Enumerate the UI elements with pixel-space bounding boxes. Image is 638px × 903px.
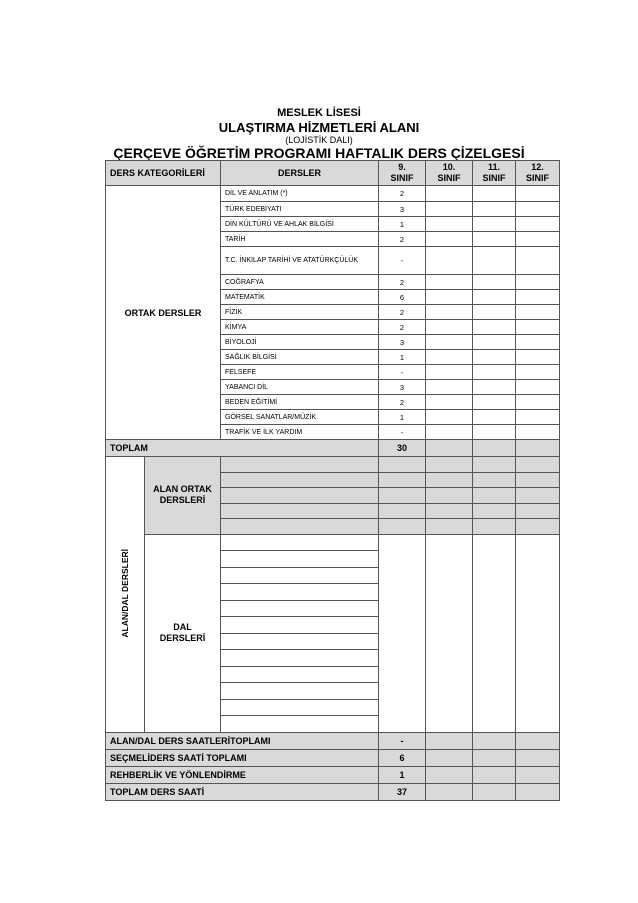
hours-cell	[473, 488, 516, 504]
course-name: BEDEN EĞİTİMİ	[221, 395, 379, 410]
grade-9-number: 9.	[398, 162, 406, 172]
course-name-cell	[221, 600, 379, 617]
empty-hours-cell	[426, 335, 473, 350]
grade-9-hours: -	[379, 425, 426, 440]
empty-hours-cell	[473, 275, 516, 290]
course-name-cell	[221, 666, 379, 683]
field-heading: ULAŞTIRMA HİZMETLERİ ALANI	[218, 120, 420, 135]
grade-10-header	[426, 161, 473, 186]
course-name-cell	[221, 457, 379, 473]
hours-cell	[516, 488, 560, 504]
empty-hours-cell	[516, 350, 560, 365]
hours-cell	[426, 503, 473, 519]
common-courses-category: ORTAK DERSLER	[106, 186, 221, 440]
course-name-cell	[221, 650, 379, 667]
grade-9-hours: 2	[379, 395, 426, 410]
branch-hours-cell	[516, 534, 560, 732]
summary-label: TOPLAM DERS SAATİ	[106, 783, 379, 800]
course-name: T.C. İNKILAP TARİHİ VE ATATÜRKÇÜLÜK	[221, 247, 379, 275]
summary-empty-cell	[516, 749, 560, 766]
grade-9-hours: 2	[379, 275, 426, 290]
empty-hours-cell	[473, 305, 516, 320]
empty-hours-cell	[516, 275, 560, 290]
summary-empty-cell	[473, 749, 516, 766]
summary-empty-cell	[426, 732, 473, 749]
empty-hours-cell	[516, 232, 560, 247]
grade-12-word: SINIF	[525, 173, 549, 183]
summary-empty-cell	[426, 783, 473, 800]
grade-9-hours: 3	[379, 335, 426, 350]
empty-hours-cell	[426, 202, 473, 217]
course-name: DİN KÜLTÜRÜ VE AHLAK BİLGİSİ	[221, 217, 379, 232]
grade-9-header	[379, 161, 426, 186]
empty-hours-cell	[426, 232, 473, 247]
grade-9-hours: 3	[379, 202, 426, 217]
total-row	[106, 440, 560, 457]
empty-hours-cell	[473, 232, 516, 247]
total-empty-cell	[473, 440, 516, 457]
empty-hours-cell	[516, 365, 560, 380]
empty-hours-cell	[473, 365, 516, 380]
grade-10-number: 10.	[442, 162, 456, 172]
hours-cell	[516, 457, 560, 473]
hours-cell	[379, 472, 426, 488]
empty-hours-cell	[516, 425, 560, 440]
total-label: TOPLAM	[106, 440, 379, 457]
hours-cell	[516, 472, 560, 488]
course-name-cell	[221, 683, 379, 700]
summary-empty-cell	[473, 783, 516, 800]
empty-hours-cell	[516, 320, 560, 335]
total-empty-cell	[516, 440, 560, 457]
empty-hours-cell	[473, 186, 516, 202]
empty-hours-cell	[473, 425, 516, 440]
course-name-cell	[221, 503, 379, 519]
course-name-cell	[221, 534, 379, 551]
grade-11-number: 11.	[487, 162, 500, 172]
course-name: YABANCI DİL	[221, 380, 379, 395]
course-name: TRAFİK VE İLK YARDIM	[221, 425, 379, 440]
grade-9-hours: 2	[379, 186, 426, 202]
summary-value: 1	[379, 766, 426, 783]
branch-hours-cell	[473, 534, 516, 732]
hours-cell	[473, 503, 516, 519]
empty-hours-cell	[426, 320, 473, 335]
grade-9-hours: 1	[379, 350, 426, 365]
summary-row	[106, 749, 560, 766]
empty-hours-cell	[473, 335, 516, 350]
empty-hours-cell	[473, 202, 516, 217]
grade-9-hours: 1	[379, 217, 426, 232]
grade-9-hours: -	[379, 247, 426, 275]
hours-cell	[379, 488, 426, 504]
branch-hours-cell	[379, 534, 426, 732]
grade-11-word: SINIF	[482, 173, 506, 183]
course-name-cell	[221, 633, 379, 650]
grade-9-hours: 2	[379, 232, 426, 247]
grade-9-hours: 1	[379, 410, 426, 425]
course-name-cell	[221, 617, 379, 634]
course-name: TARİH	[221, 232, 379, 247]
empty-hours-cell	[516, 395, 560, 410]
course-name-cell	[221, 472, 379, 488]
summary-label: ALAN/DAL DERS SAATLERİTOPLAMI	[106, 732, 379, 749]
table-header-row	[106, 161, 560, 186]
summary-row	[106, 766, 560, 783]
course-name-cell	[221, 551, 379, 568]
grade-10-word: SINIF	[437, 173, 461, 183]
grade-9-word: SINIF	[390, 173, 414, 183]
hours-cell	[473, 519, 516, 535]
empty-hours-cell	[473, 247, 516, 275]
empty-hours-cell	[426, 410, 473, 425]
course-name: SAĞLIK BİLGİSİ	[221, 350, 379, 365]
summary-row	[106, 732, 560, 749]
empty-hours-cell	[426, 350, 473, 365]
summary-row	[106, 783, 560, 800]
course-name-cell	[221, 716, 379, 733]
category-column-header: DERS KATEGORİLERİ	[106, 161, 221, 186]
summary-value: 37	[379, 783, 426, 800]
hours-cell	[426, 472, 473, 488]
field-common-courses-label	[145, 457, 221, 535]
hours-cell	[379, 519, 426, 535]
course-name-cell	[221, 699, 379, 716]
hours-cell	[473, 457, 516, 473]
empty-hours-cell	[473, 217, 516, 232]
empty-hours-cell	[426, 380, 473, 395]
summary-empty-cell	[426, 766, 473, 783]
grade-9-hours: 2	[379, 320, 426, 335]
field-common-courses-text: ALAN ORTAK DERSLERİ	[153, 484, 212, 506]
grade-9-hours: 2	[379, 305, 426, 320]
branch-courses-text: DAL DERSLERİ	[159, 622, 206, 644]
empty-hours-cell	[473, 350, 516, 365]
total-grade-9: 30	[379, 440, 426, 457]
empty-hours-cell	[516, 186, 560, 202]
course-name: BİYOLOJİ	[221, 335, 379, 350]
weekly-schedule-table	[105, 160, 560, 801]
branch-heading: (LOJİSTİK DALI)	[285, 135, 353, 145]
course-name: GÖRSEL SANATLAR/MÜZİK	[221, 410, 379, 425]
course-name-cell	[221, 584, 379, 601]
empty-hours-cell	[426, 217, 473, 232]
empty-hours-cell	[516, 247, 560, 275]
hours-cell	[426, 519, 473, 535]
hours-cell	[516, 503, 560, 519]
branch-hours-cell	[426, 534, 473, 732]
empty-hours-cell	[516, 410, 560, 425]
summary-label: SEÇMELİDERS SAATİ TOPLAMI	[106, 749, 379, 766]
branch-courses-label	[145, 534, 221, 732]
course-row	[106, 186, 560, 202]
summary-empty-cell	[473, 732, 516, 749]
course-name: TÜRK EDEBİYATI	[221, 202, 379, 217]
empty-hours-cell	[516, 290, 560, 305]
empty-hours-cell	[473, 410, 516, 425]
total-empty-cell	[426, 440, 473, 457]
empty-hours-cell	[426, 275, 473, 290]
document-title: ÇERÇEVE ÖĞRETİM PROGRAMI HAFTALIK DERS ÇİZELGESİ	[113, 145, 525, 161]
empty-hours-cell	[516, 380, 560, 395]
grade-12-number: 12.	[531, 162, 544, 172]
empty-hours-cell	[426, 290, 473, 305]
empty-hours-cell	[426, 395, 473, 410]
grade-9-hours: 3	[379, 380, 426, 395]
summary-empty-cell	[516, 766, 560, 783]
hours-cell	[379, 503, 426, 519]
empty-hours-cell	[473, 290, 516, 305]
summary-value: -	[379, 732, 426, 749]
hours-cell	[473, 472, 516, 488]
empty-hours-cell	[473, 320, 516, 335]
course-name: MATEMATİK	[221, 290, 379, 305]
hours-cell	[426, 457, 473, 473]
course-name: KİMYA	[221, 320, 379, 335]
grade-11-header	[473, 161, 516, 186]
field-common-row	[106, 457, 560, 473]
hours-cell	[379, 457, 426, 473]
grade-12-header	[516, 161, 560, 186]
empty-hours-cell	[516, 335, 560, 350]
empty-hours-cell	[516, 202, 560, 217]
hours-cell	[516, 519, 560, 535]
empty-hours-cell	[516, 305, 560, 320]
empty-hours-cell	[426, 425, 473, 440]
field-branch-courses-label	[106, 457, 145, 733]
empty-hours-cell	[426, 186, 473, 202]
summary-value: 6	[379, 749, 426, 766]
summary-empty-cell	[516, 783, 560, 800]
summary-label: REHBERLİK VE YÖNLENDİRME	[106, 766, 379, 783]
empty-hours-cell	[473, 380, 516, 395]
courses-column-header: DERSLER	[221, 161, 379, 186]
empty-hours-cell	[426, 365, 473, 380]
course-name: FELSEFE	[221, 365, 379, 380]
course-name: COĞRAFYA	[221, 275, 379, 290]
field-branch-courses-text: ALAN/DAL DERSLERİ	[120, 549, 130, 638]
grade-9-hours: -	[379, 365, 426, 380]
course-name: FİZİK	[221, 305, 379, 320]
course-name-cell	[221, 488, 379, 504]
school-type-heading: MESLEK LİSESİ	[277, 107, 361, 119]
branch-course-row	[106, 534, 560, 551]
course-name-cell	[221, 567, 379, 584]
empty-hours-cell	[473, 395, 516, 410]
summary-empty-cell	[473, 766, 516, 783]
empty-hours-cell	[516, 217, 560, 232]
course-name-cell	[221, 519, 379, 535]
grade-9-hours: 6	[379, 290, 426, 305]
hours-cell	[426, 488, 473, 504]
summary-empty-cell	[516, 732, 560, 749]
empty-hours-cell	[426, 305, 473, 320]
course-name: DİL VE ANLATIM (*)	[221, 186, 379, 202]
empty-hours-cell	[426, 247, 473, 275]
summary-empty-cell	[426, 749, 473, 766]
